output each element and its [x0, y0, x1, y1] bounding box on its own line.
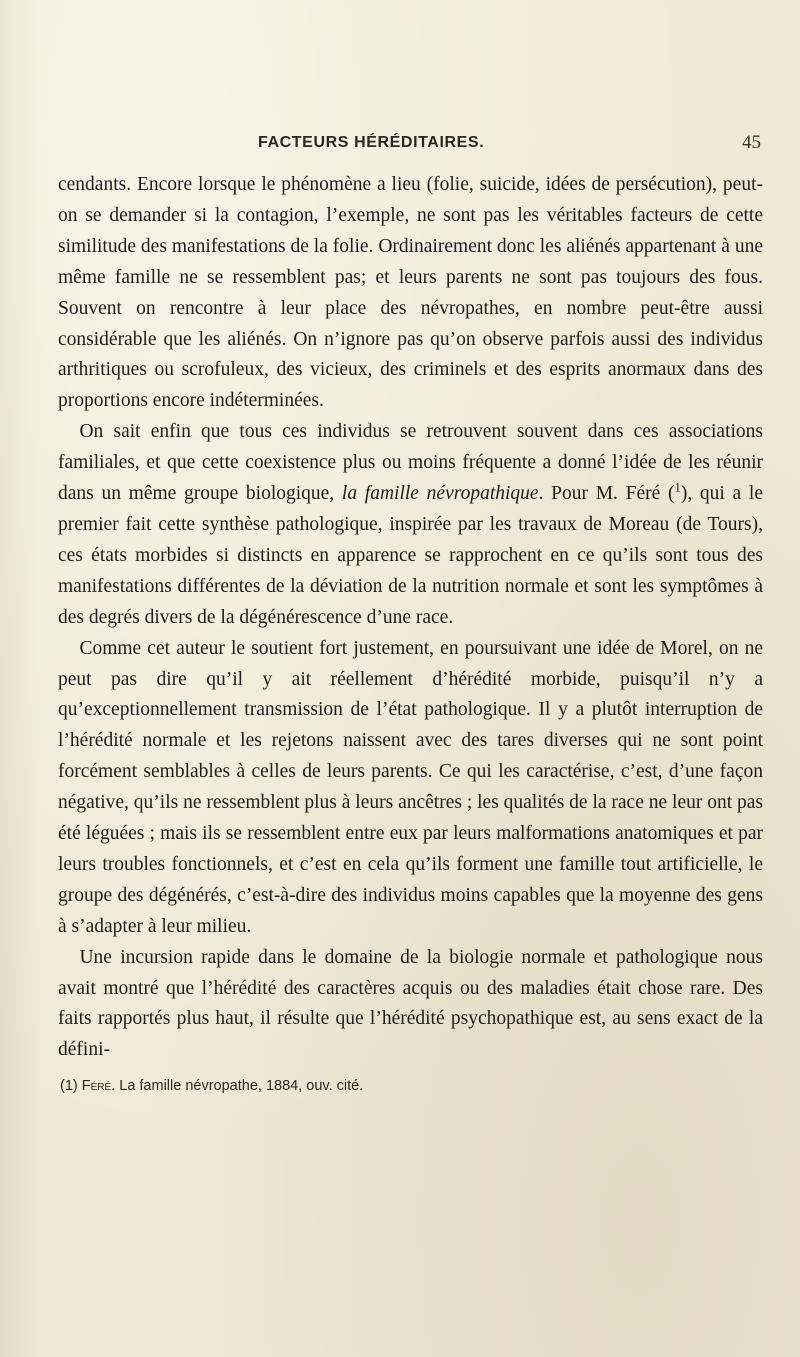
paragraph-2	[58, 417, 763, 633]
italic-title: la famille névropathique	[341, 483, 539, 505]
body-text	[58, 170, 763, 1066]
footnote-marker: (1)	[60, 1078, 78, 1095]
footnote-author: Féré.	[81, 1078, 116, 1095]
page-header	[58, 132, 763, 162]
paragraph-1: cendants. Encore lorsque le phénomène a lieu (folie, suicide, idées de persécution), peut-on se demander si la contagion, l’exemple, ne sont pas les véritables facteurs de cette similitude des manifestations de la folie. Ordinairement donc les aliénés appartenant à une même famille ne se ressemblent pas; et leurs parents ne sont pas toujours des fous. Souvent on rencontre à leur place des névropathes, en nombre peut-être aussi considérable que les aliénés. On n’ignore pas qu’on observe parfois aussi des individus arthritiques ou scrofuleux, des vicieux, des criminels et des esprits anormaux dans des proportions encore indéterminées.	[58, 174, 763, 412]
footnote-text: La famille névropathe, 1884, ouv. cité.	[119, 1078, 364, 1095]
running-title: FACTEURS HÉRÉDITAIRES.	[258, 134, 485, 151]
book-page	[58, 132, 763, 1096]
footnote-reference: 1	[674, 480, 681, 495]
footnote	[58, 1076, 763, 1096]
paragraph-4: Une incursion rapide dans le domaine de la biologie normale et pathologique nous avait montré que l’hérédité des caractères acquis ou des maladies était chose rare. Des faits rapportés plus haut, il résulte que l’hérédité psychopathique est, au sens exact de la défini-	[58, 946, 763, 1061]
paragraph-2-text-a: On sait enfin que tous ces individus se retrouvent souvent dans ces associations familiales, et que cette coexistence plus ou moins fréquente a donné l’idée de les réunir dans un même groupe biologique,	[58, 421, 763, 505]
paragraph-2-text-b: . Pour M. Féré (	[538, 483, 675, 505]
page-number: 45	[742, 132, 761, 153]
paragraph-2-text-c: ), qui a le premier fait cette synthèse pathologique, inspirée par les travaux de Moreau (de Tours), ces états morbides si distincts en apparence se rapprochent en ce qu’ils sont tous des manifestations différentes de la déviation de la nutrition normale et sont les symptômes à des degrés divers de la dégénérescence d’une race.	[58, 483, 764, 628]
paragraph-3: Comme cet auteur le soutient fort justement, en poursuivant une idée de Morel, on ne peut pas dire qu’il y ait réellement d’hérédité morbide, puisqu’il n’y a qu’exceptionnellement transmission de l’état pathologique. Il y a plutôt interruption de l’hérédité normale et les rejetons naissent avec des tares diverses qui ne sont point forcément semblables à celles de leurs parents. Ce qui les caractérise, c’est, d’une façon négative, qu’ils ne ressemblent plus à leurs ancêtres ; les qualités de la race ne leur ont pas été léguées ; mais ils se ressemblent entre eux par leurs malformations anatomiques et par leurs troubles fonctionnels, et c’est en cela qu’ils forment une famille tout artificielle, le groupe des dégénérés, c’est-à-dire des individus moins capables que la moyenne des gens à s’adapter à leur milieu.	[58, 637, 763, 937]
